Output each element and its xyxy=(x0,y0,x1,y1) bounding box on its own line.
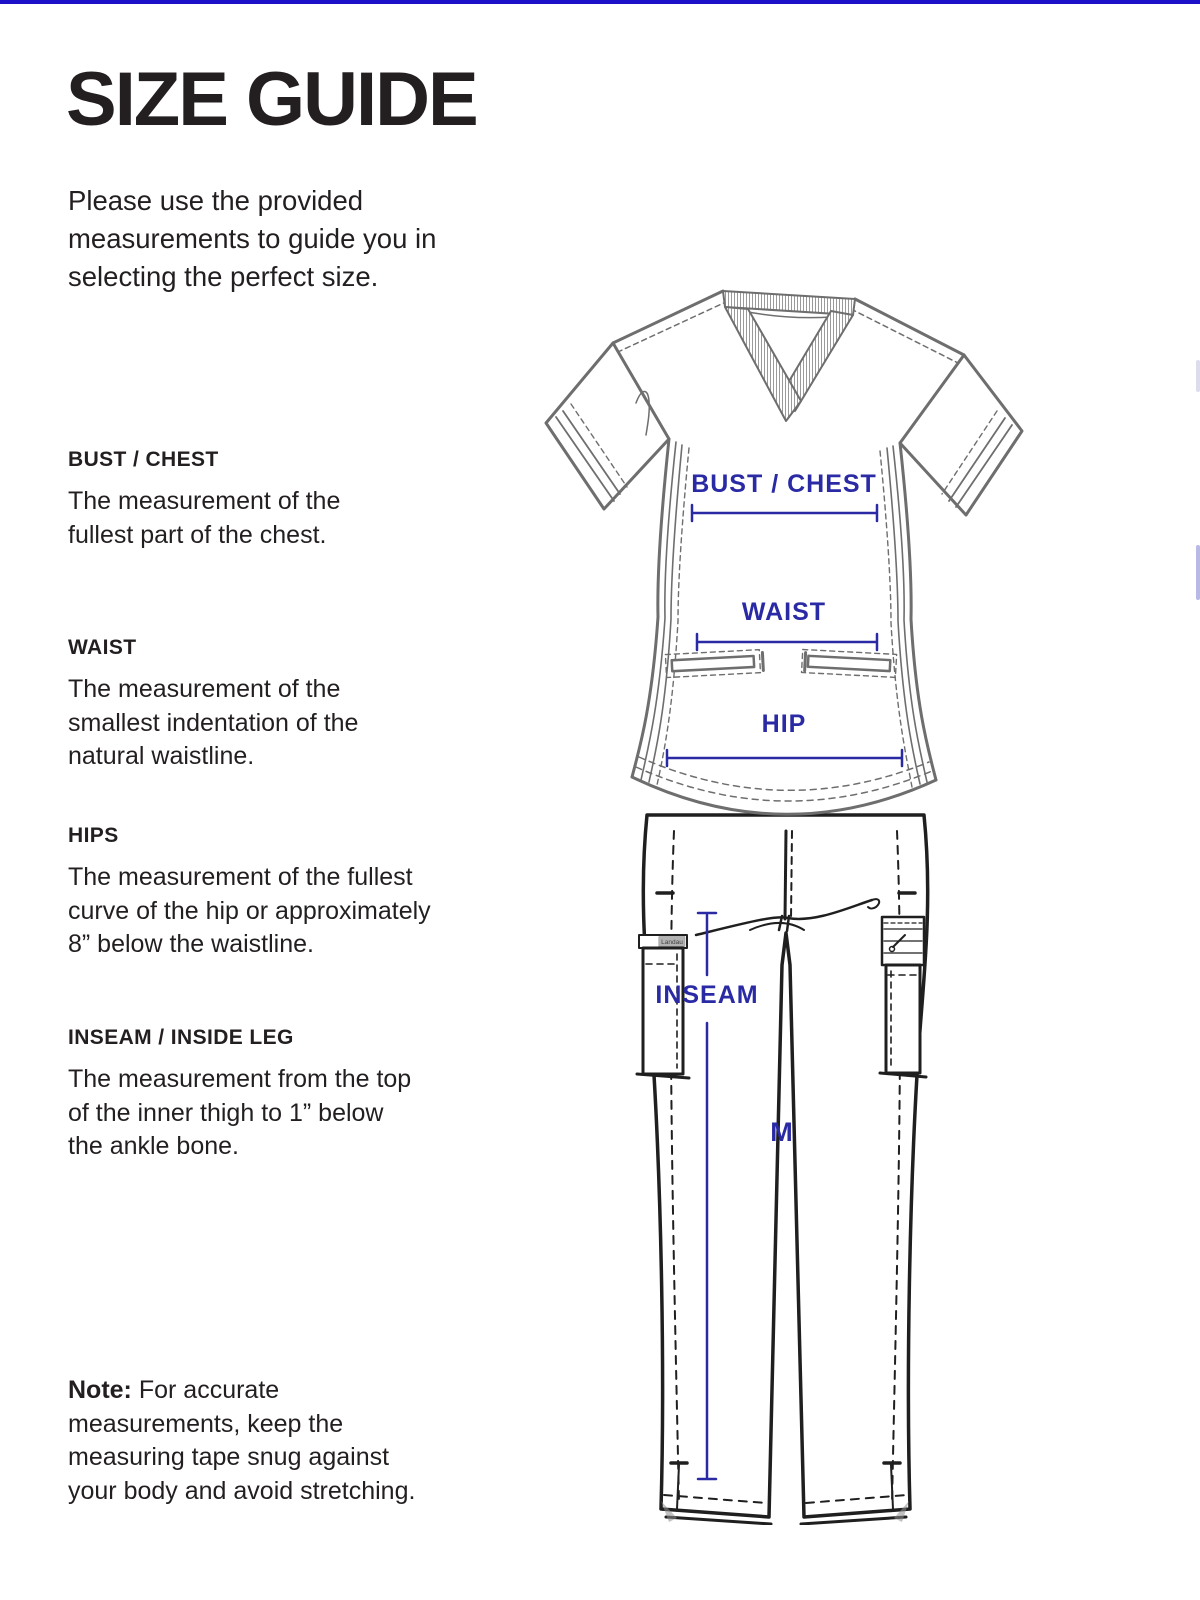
inseam-diagram-label: INSEAM xyxy=(655,981,759,1009)
size-marker-label: M xyxy=(770,1117,794,1147)
inseam-description: The measurement from the top of the inner thigh to 1” below the ankle bone. xyxy=(68,1065,412,1160)
right-cargo-pocket xyxy=(880,917,926,1077)
hips-description: The measurement of the fullest curve of the hip or approximately 8” below the waistline. xyxy=(68,863,431,958)
scrollbar-thumb[interactable] xyxy=(1196,545,1200,600)
section-waist xyxy=(68,636,380,774)
bust-chest-description: The measurement of the fullest part of the chest. xyxy=(68,487,341,549)
top-accent-border xyxy=(0,0,1200,4)
intro-text: Please use the provided measurements to guide you in selecting the perfect size. xyxy=(68,185,437,292)
bust-chest-heading: BUST / CHEST xyxy=(68,448,219,471)
section-bust-chest xyxy=(68,448,368,552)
page-edge-artifact xyxy=(1196,360,1200,392)
note-body: For accurate measurements, keep the measuring tape snug against your body and avoid stretching. xyxy=(68,1376,416,1505)
inseam-heading: INSEAM / INSIDE LEG xyxy=(68,1026,294,1049)
hip-diagram-label: HIP xyxy=(761,710,807,738)
scrub-pants-sketch xyxy=(637,815,928,1524)
hips-heading: HIPS xyxy=(68,824,119,847)
scrubs-flat-sketch xyxy=(520,275,1040,1525)
waist-description: The measurement of the smallest indentation of the natural waistline. xyxy=(68,675,359,770)
note-label: Note: xyxy=(68,1376,132,1404)
waist-diagram-label: WAIST xyxy=(741,598,827,626)
size-diagram xyxy=(520,275,1040,1525)
bust-chest-diagram-label: BUST / CHEST xyxy=(691,470,877,498)
brand-tag-label: Landau xyxy=(661,939,683,946)
page-title: SIZE GUIDE xyxy=(66,57,477,142)
note-text xyxy=(68,1374,430,1508)
section-hips xyxy=(68,824,450,962)
section-inseam xyxy=(68,1026,420,1164)
waist-heading: WAIST xyxy=(68,636,137,659)
